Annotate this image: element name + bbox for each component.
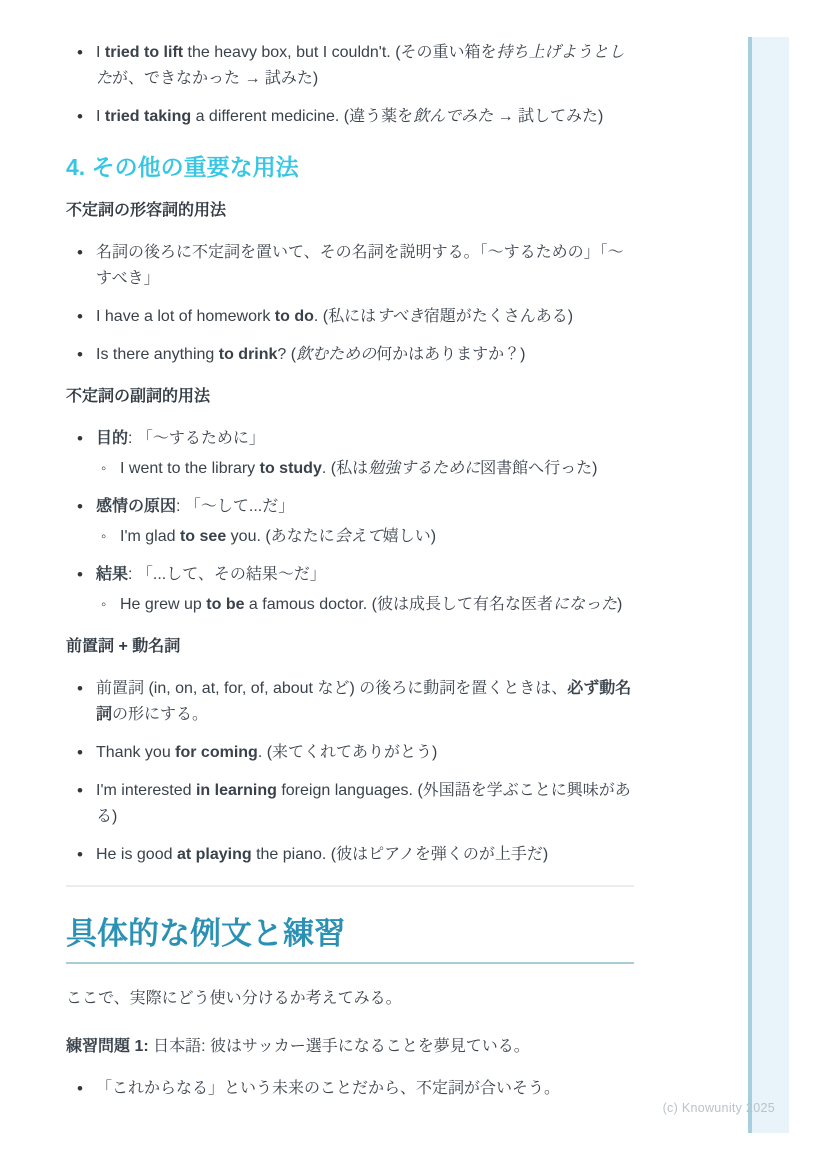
text-run: 目的 <box>96 430 129 447</box>
paragraph <box>66 1034 634 1060</box>
text-run: 宿題がたくさんある) <box>423 308 574 325</box>
text-run: I'm interested <box>96 782 196 799</box>
text-run: 日本語: 彼はサッカー選手になることを夢見ている。 <box>148 1038 530 1055</box>
list-item <box>96 740 634 766</box>
text-run: 図書館へ行った) <box>480 460 598 477</box>
text-run: の形にする。 <box>112 706 209 723</box>
text-run: the piano. (彼はピアノを弾くのが上手だ) <box>251 846 549 863</box>
text-run: to study <box>259 460 322 477</box>
sub-bullet-list <box>96 456 634 482</box>
list-item <box>96 304 634 330</box>
text-run: が、できなかった → 試みた) <box>112 70 319 87</box>
text-run: 感情の原因 <box>96 498 177 515</box>
text-run: Is there anything <box>96 346 219 363</box>
text-run: 「これからなる」という未来のことだから、不定詞が合いそう。 <box>96 1080 561 1097</box>
text-run: 前置詞 + 動名詞 <box>66 638 181 655</box>
text-run: 必ず動名詞 <box>96 680 632 723</box>
list-item <box>96 778 634 830</box>
text-run: 会えて <box>334 528 383 545</box>
right-margin-stripe <box>748 37 789 1133</box>
text-run: He grew up <box>120 596 207 613</box>
text-run: tried to lift <box>104 44 184 61</box>
sub-heading <box>66 198 634 224</box>
text-run: 具体的な例文と練習 <box>66 916 345 951</box>
bullet-list <box>66 1076 634 1102</box>
copyright-footer: (c) Knowunity 2025 <box>662 1101 775 1115</box>
sub-list-item <box>120 592 634 618</box>
text-run: ここで、実際にどう使い分けるか考えてみる。 <box>66 990 402 1007</box>
page-heading <box>66 915 634 964</box>
text-run: : 「〜して...だ」 <box>176 498 295 515</box>
text-run: 不定詞の副詞的用法 <box>66 388 211 405</box>
text-run: 嬉しい) <box>382 528 437 545</box>
text-run: I'm glad <box>120 528 180 545</box>
paragraph <box>66 986 634 1012</box>
text-run: 練習問題 1: <box>66 1038 149 1055</box>
text-run: : 「〜するために」 <box>128 430 265 447</box>
text-run: to drink <box>218 346 278 363</box>
sub-heading <box>66 634 634 660</box>
text-run: in learning <box>195 782 277 799</box>
text-run: Thank you <box>96 744 176 761</box>
text-run: foreign languages. (外国語を学ぶことに興味がある) <box>96 782 631 825</box>
divider <box>66 885 634 887</box>
text-run: the heavy box, but I couldn't. (その重い箱を <box>183 44 497 61</box>
text-run: I have a lot of homework <box>96 308 275 325</box>
list-item <box>96 240 634 292</box>
text-run: to be <box>206 596 245 613</box>
bullet-list <box>66 676 634 868</box>
text-run: 持ち上げようとした <box>96 44 625 87</box>
text-run: I <box>96 108 105 125</box>
text-run: a different medicine. (違う薬を <box>191 108 414 125</box>
text-run: I went to the library <box>120 460 260 477</box>
text-run: He is good <box>96 846 177 863</box>
text-run: . (私には <box>313 308 377 325</box>
text-run: : 「...して、その結果〜だ」 <box>128 566 326 583</box>
text-run: 4. その他の重要な用法 <box>66 154 299 180</box>
text-run: to do <box>274 308 314 325</box>
text-run: → 試してみた) <box>493 108 604 125</box>
text-run: ) <box>617 596 623 613</box>
text-run: . (私は <box>321 460 369 477</box>
list-item <box>96 40 634 92</box>
text-run: I <box>96 44 105 61</box>
text-run: . (来てくれてありがとう) <box>257 744 438 761</box>
text-run: 勉強するために <box>368 460 481 477</box>
text-run: for coming <box>175 744 258 761</box>
list-item <box>96 676 634 728</box>
sub-list-item <box>120 524 634 550</box>
text-run: a famous doctor. (彼は成長して有名な医者 <box>244 596 553 613</box>
text-run: になった <box>553 596 618 613</box>
document-content <box>66 28 634 1102</box>
text-run: 飲んでみた <box>413 108 494 125</box>
sub-bullet-list <box>96 524 634 550</box>
text-run: すべき <box>376 308 424 325</box>
sub-list-item <box>120 456 634 482</box>
list-item <box>96 562 634 618</box>
bullet-list <box>66 240 634 368</box>
text-run: you. (あなたに <box>226 528 335 545</box>
text-run: 不定詞の形容詞的用法 <box>66 202 227 219</box>
text-run: 飲むための <box>296 346 377 363</box>
list-item <box>96 494 634 550</box>
text-run: 何かはありますか？) <box>376 346 526 363</box>
text-run: tried taking <box>104 108 192 125</box>
section-heading <box>66 152 634 182</box>
text-run: at playing <box>176 846 252 863</box>
text-run: 名詞の後ろに不定詞を置いて、その名詞を説明する。「〜するための」「〜すべき」 <box>96 244 624 287</box>
sub-heading <box>66 384 634 410</box>
sub-bullet-list <box>96 592 634 618</box>
list-item <box>96 104 634 130</box>
bullet-list <box>66 40 634 130</box>
text-run: ? ( <box>277 346 297 363</box>
list-item <box>96 1076 634 1102</box>
list-item <box>96 842 634 868</box>
list-item <box>96 342 634 368</box>
text-run: to see <box>179 528 227 545</box>
text-run: 結果 <box>96 566 129 583</box>
list-item <box>96 426 634 482</box>
bullet-list <box>66 426 634 618</box>
text-run: 前置詞 (in, on, at, for, of, about など) の後ろに動詞を置くときは、 <box>96 680 568 697</box>
